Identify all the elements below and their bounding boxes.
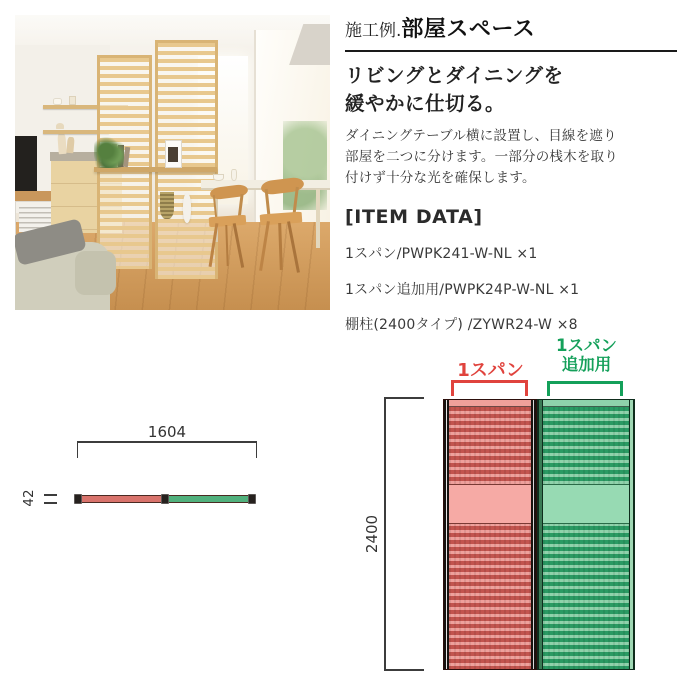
addon-panel-right-post xyxy=(629,400,634,669)
addon-label-line-2: 追加用 xyxy=(561,355,612,375)
page-title-prefix: 施工例. xyxy=(345,21,402,41)
top-view-addon-segment xyxy=(167,496,255,502)
photo-hanging-duster xyxy=(183,193,191,223)
depth-dimension-label: 42 xyxy=(21,489,37,507)
photo-dishware-2 xyxy=(69,96,77,105)
span-panel-top-rail xyxy=(444,400,536,407)
subtitle-line-1: リビングとダイニングを xyxy=(345,64,564,87)
top-view-span-segment xyxy=(79,496,167,502)
span-panel-left-post xyxy=(444,400,449,669)
description xyxy=(345,126,677,189)
depth-dimension-tick-bottom xyxy=(44,502,57,504)
depth-dimension-tick-top xyxy=(44,494,57,496)
top-view-post-left xyxy=(74,494,82,504)
photo-hanging-basket xyxy=(160,192,174,219)
description-line-3: 付けず十分な光を確保します。 xyxy=(345,170,536,187)
addon-label xyxy=(538,336,635,375)
subtitle xyxy=(345,62,677,117)
subtitle-line-2: 緩やかに仕切る。 xyxy=(345,91,506,115)
photo-table-pitcher xyxy=(231,169,237,181)
addon-panel-open-section xyxy=(543,484,630,524)
item-data-row-3: 棚柱(2400タイプ) /ZYWR24-W ×8 xyxy=(345,317,578,334)
addon-panel-top-rail xyxy=(538,400,634,407)
photo-chair-right xyxy=(258,179,308,273)
front-view-addon-panel xyxy=(537,399,635,670)
title-divider xyxy=(345,50,677,52)
photo-hanging-frame xyxy=(165,140,182,168)
height-dimension-label: 2400 xyxy=(363,514,381,554)
item-data-row-2: 1スパン追加用/PWPK24P-W-NL ×1 xyxy=(345,281,580,298)
top-view-post-right xyxy=(248,494,256,504)
addon-panel-slats xyxy=(538,400,634,669)
span-panel-open-section xyxy=(449,484,532,524)
page-title-main: 部屋スペース xyxy=(401,17,536,42)
description-line-1: ダイニングテーブル横に設置し、目線を遮り xyxy=(345,128,617,145)
photo-table-bowl xyxy=(213,174,224,180)
info-column xyxy=(345,16,677,334)
addon-panel-left-post xyxy=(538,400,543,669)
width-dimension-label: 1604 xyxy=(147,423,187,441)
photo-chair-left xyxy=(207,186,251,269)
addon-label-line-1: 1スパン xyxy=(556,336,617,355)
height-dimension-line xyxy=(384,397,424,671)
span-panel-right-post xyxy=(531,400,536,669)
item-data-row-1: 1スパン/PWPK241-W-NL ×1 xyxy=(345,246,538,263)
span-panel-slats xyxy=(444,400,536,669)
photo-dishware xyxy=(53,98,62,105)
description-line-2: 部屋を二つに分けます。一部分の桟木を取り xyxy=(345,149,618,166)
front-view-span-panel xyxy=(443,399,537,670)
item-data-heading: [ITEM DATA] xyxy=(345,205,483,228)
photo-dishware-3 xyxy=(56,123,64,129)
photo-cutting-board-2 xyxy=(66,137,74,154)
page-title xyxy=(345,16,677,45)
addon-bracket xyxy=(547,381,623,396)
photo-table-leg-2 xyxy=(316,189,320,248)
photo-sofa-arm xyxy=(75,251,116,295)
span-label: 1スパン xyxy=(457,360,524,381)
top-view-post-middle xyxy=(161,494,169,504)
width-dimension-line xyxy=(77,441,257,458)
photo-cutting-board xyxy=(57,133,67,154)
photo-shelf-plant xyxy=(94,137,124,168)
span-bracket xyxy=(451,380,528,396)
installation-photo xyxy=(15,15,330,310)
photo-tv xyxy=(15,136,37,192)
